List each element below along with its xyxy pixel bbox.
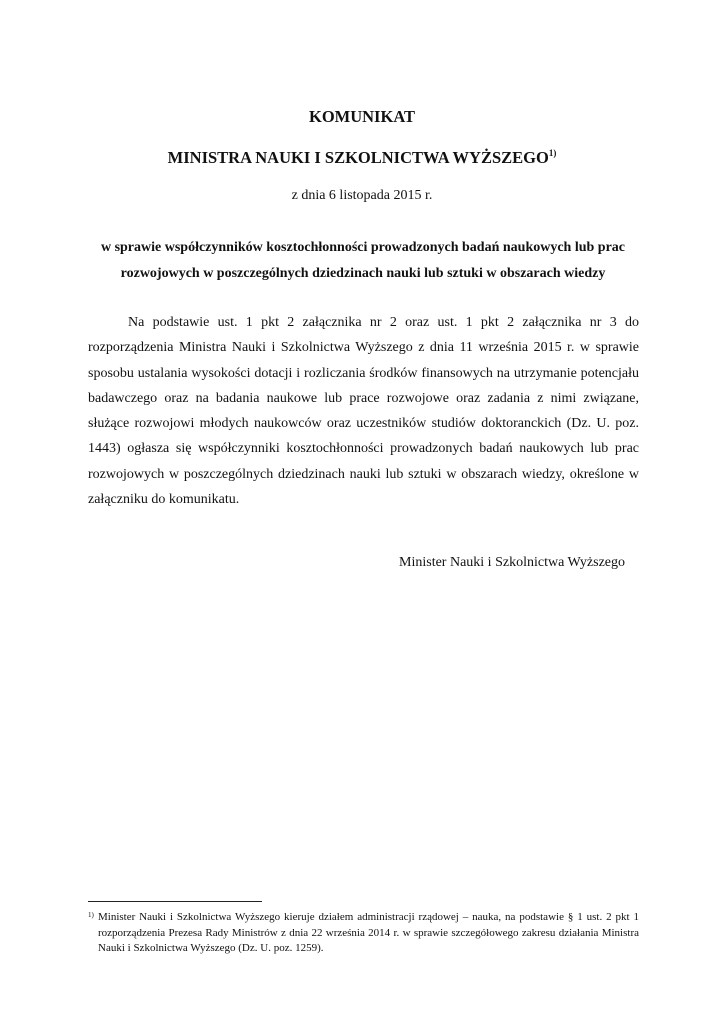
document-subject: w sprawie współczynników kosztochłonności prowadzonych badań naukowych lub prac rozwojowych w poszczególnych dziedzinach nauki lub sztuki w obszarach wiedzy — [100, 240, 626, 281]
document-body: Na podstawie ust. 1 pkt 2 załącznika nr 2 oraz ust. 1 pkt 2 załącznika nr 3 do rozporządzenia Ministra Nauki i Szkolnictwa Wyższego z dnia 11 września 2015 r. w sprawie sposobu ustalania wysokości dotacji i rozliczania środków finansowych na utrzymanie potencjału badawczego oraz na badania naukowe lub prace rozwojowe oraz zadania z nimi związane, służące rozwojowi młodych naukowców oraz uczestników studiów doktoranckich (Dz. U. poz. 1443) ogłasza się współczynniki kosztochłonności prowadzonych badań naukowych lub prac rozwojowych w poszczególnych dziedzinach nauki lub sztuki w obszarach wiedzy, określone w załączniku do komunikatu. — [88, 315, 639, 508]
document-title: KOMUNIKAT — [308, 107, 416, 126]
footnote — [88, 910, 639, 957]
document-date: z dnia 6 listopada 2015 r. — [291, 188, 433, 203]
footnote-mark: 1) — [88, 911, 94, 919]
document-subtitle — [0, 148, 724, 168]
footnote-divider — [88, 901, 262, 902]
subtitle-text: MINISTRA NAUKI I SZKOLNICTWA WYŻSZEGO — [167, 148, 549, 167]
signature: Minister Nauki i Szkolnictwa Wyższego — [399, 555, 625, 570]
footnote-text: Minister Nauki i Szkolnictwa Wyższego kieruje działem administracji rządowej – nauka, na podstawie § 1 ust. 2 pkt 1 rozporządzenia Prezesa Rady Ministrów z dnia 22 września 2014 r. w sprawie szczegółowego zakresu działania Ministra Nauki i Szkolnictwa Wyższego (Dz. U. poz. 1259). — [98, 911, 639, 954]
footnote-reference: 1) — [548, 148, 557, 158]
